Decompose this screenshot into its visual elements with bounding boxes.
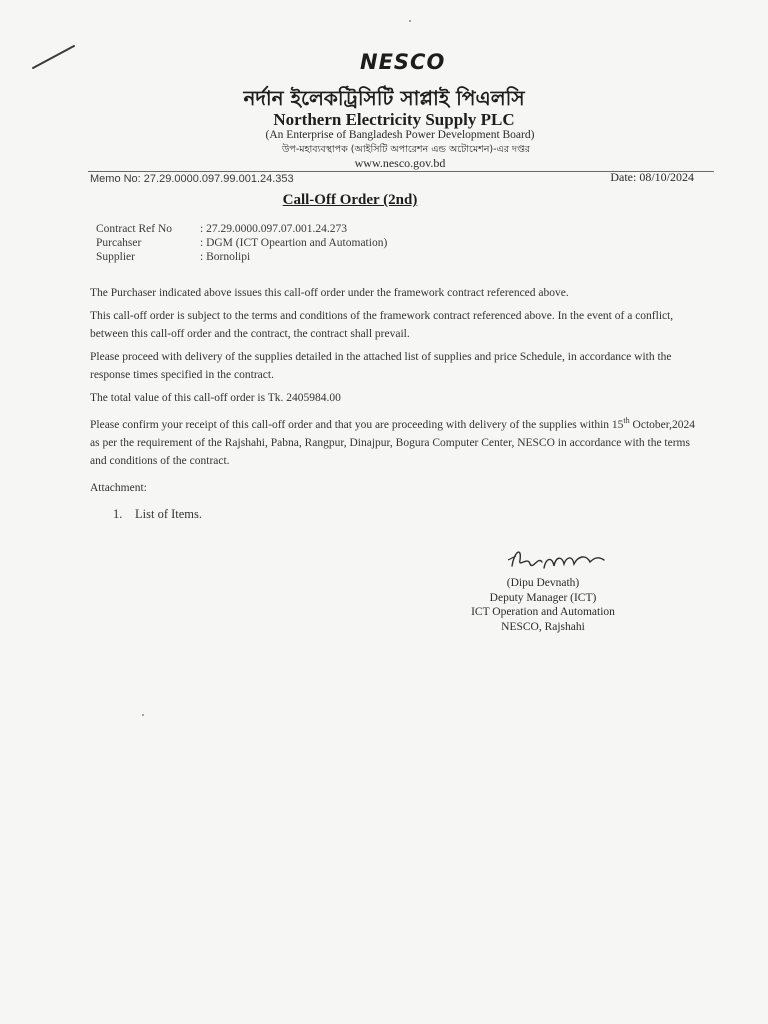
signatory-office: NESCO, Rajshahi: [501, 620, 585, 633]
enterprise-note: (An Enterprise of Bangladesh Power Development Board): [265, 129, 535, 141]
paragraph-terms: This call-off order is subject to the terms and conditions of the framework contract referenced above. In the event of a conflict, between this call-off order and the contract, the contract shall prevail.: [90, 310, 674, 340]
pen-stroke-mark: [30, 42, 78, 72]
attachment-item: [113, 505, 700, 523]
bangla-office-line: উপ-মহাব্যবস্থাপক (আইসিটি অপারেশন এন্ড অটোমেশন)-এর দপ্তর: [281, 144, 531, 155]
attachment-item-text: List of Items.: [135, 506, 203, 521]
detail-row: [96, 236, 387, 250]
paragraph-total-value: The total value of this call-off order is Tk. 2405984.00: [90, 392, 341, 404]
letter-body: [90, 284, 700, 523]
signatory-department: ICT Operation and Automation: [471, 606, 615, 618]
company-name: Northern Electricity Supply PLC: [273, 110, 515, 129]
detail-row: [96, 250, 387, 264]
confirmation-superscript: th: [623, 416, 630, 425]
website-text: www.nesco.gov.bd: [354, 156, 446, 170]
scan-speck: [142, 714, 144, 716]
detail-label: Supplier: [96, 251, 135, 263]
contract-details: [96, 222, 387, 264]
detail-label: Purcahser: [96, 237, 142, 249]
memo-number: Memo No: 27.29.0000.097.99.001.24.353: [90, 173, 294, 185]
detail-row: [96, 222, 387, 236]
confirmation-text-start: Please confirm your receipt of this call-off order and that you are proceeding with delivery of the supplies within 15: [90, 418, 624, 431]
paragraph-delivery: Please proceed with delivery of the supplies detailed in the attached list of supplies and price Schedule, in accordance with the response times specified in the contract.: [90, 351, 672, 381]
detail-value: : DGM (ICT Opeartion and Automation): [200, 237, 388, 249]
attachment-label: Attachment:: [90, 481, 147, 494]
paragraph-confirmation: [90, 412, 700, 470]
handwritten-signature: [500, 538, 620, 578]
signatory-name: (Dipu Devnath): [506, 577, 580, 589]
detail-value: : Bornolipi: [200, 251, 251, 263]
paragraph-intro: The Purchaser indicated above issues this call-off order under the framework contract referenced above.: [90, 287, 569, 299]
detail-label: Contract Ref No: [96, 223, 173, 235]
bangla-company-name: নর্দান ইলেকট্রিসিটি সাপ্লাই পিএলসি: [243, 86, 525, 110]
signature-block: [448, 576, 638, 634]
document-title: Call-Off Order (2nd): [282, 192, 418, 208]
confirmation-text-end: October,2024 as per the requirement of the Rajshahi, Pabna, Rangpur, Dinajpur, Bogura Computer Center, NESCO in accordance with the terms and conditions of the contract.: [90, 418, 695, 467]
detail-value: : 27.29.0000.097.07.001.24.273: [200, 223, 347, 235]
signatory-designation: Deputy Manager (ICT): [489, 591, 597, 604]
attachment-item-number: 1.: [113, 506, 123, 521]
scan-speck: [409, 20, 411, 22]
nesco-logo: NESCO: [360, 50, 446, 74]
letter-date: Date: 08/10/2024: [610, 170, 694, 184]
